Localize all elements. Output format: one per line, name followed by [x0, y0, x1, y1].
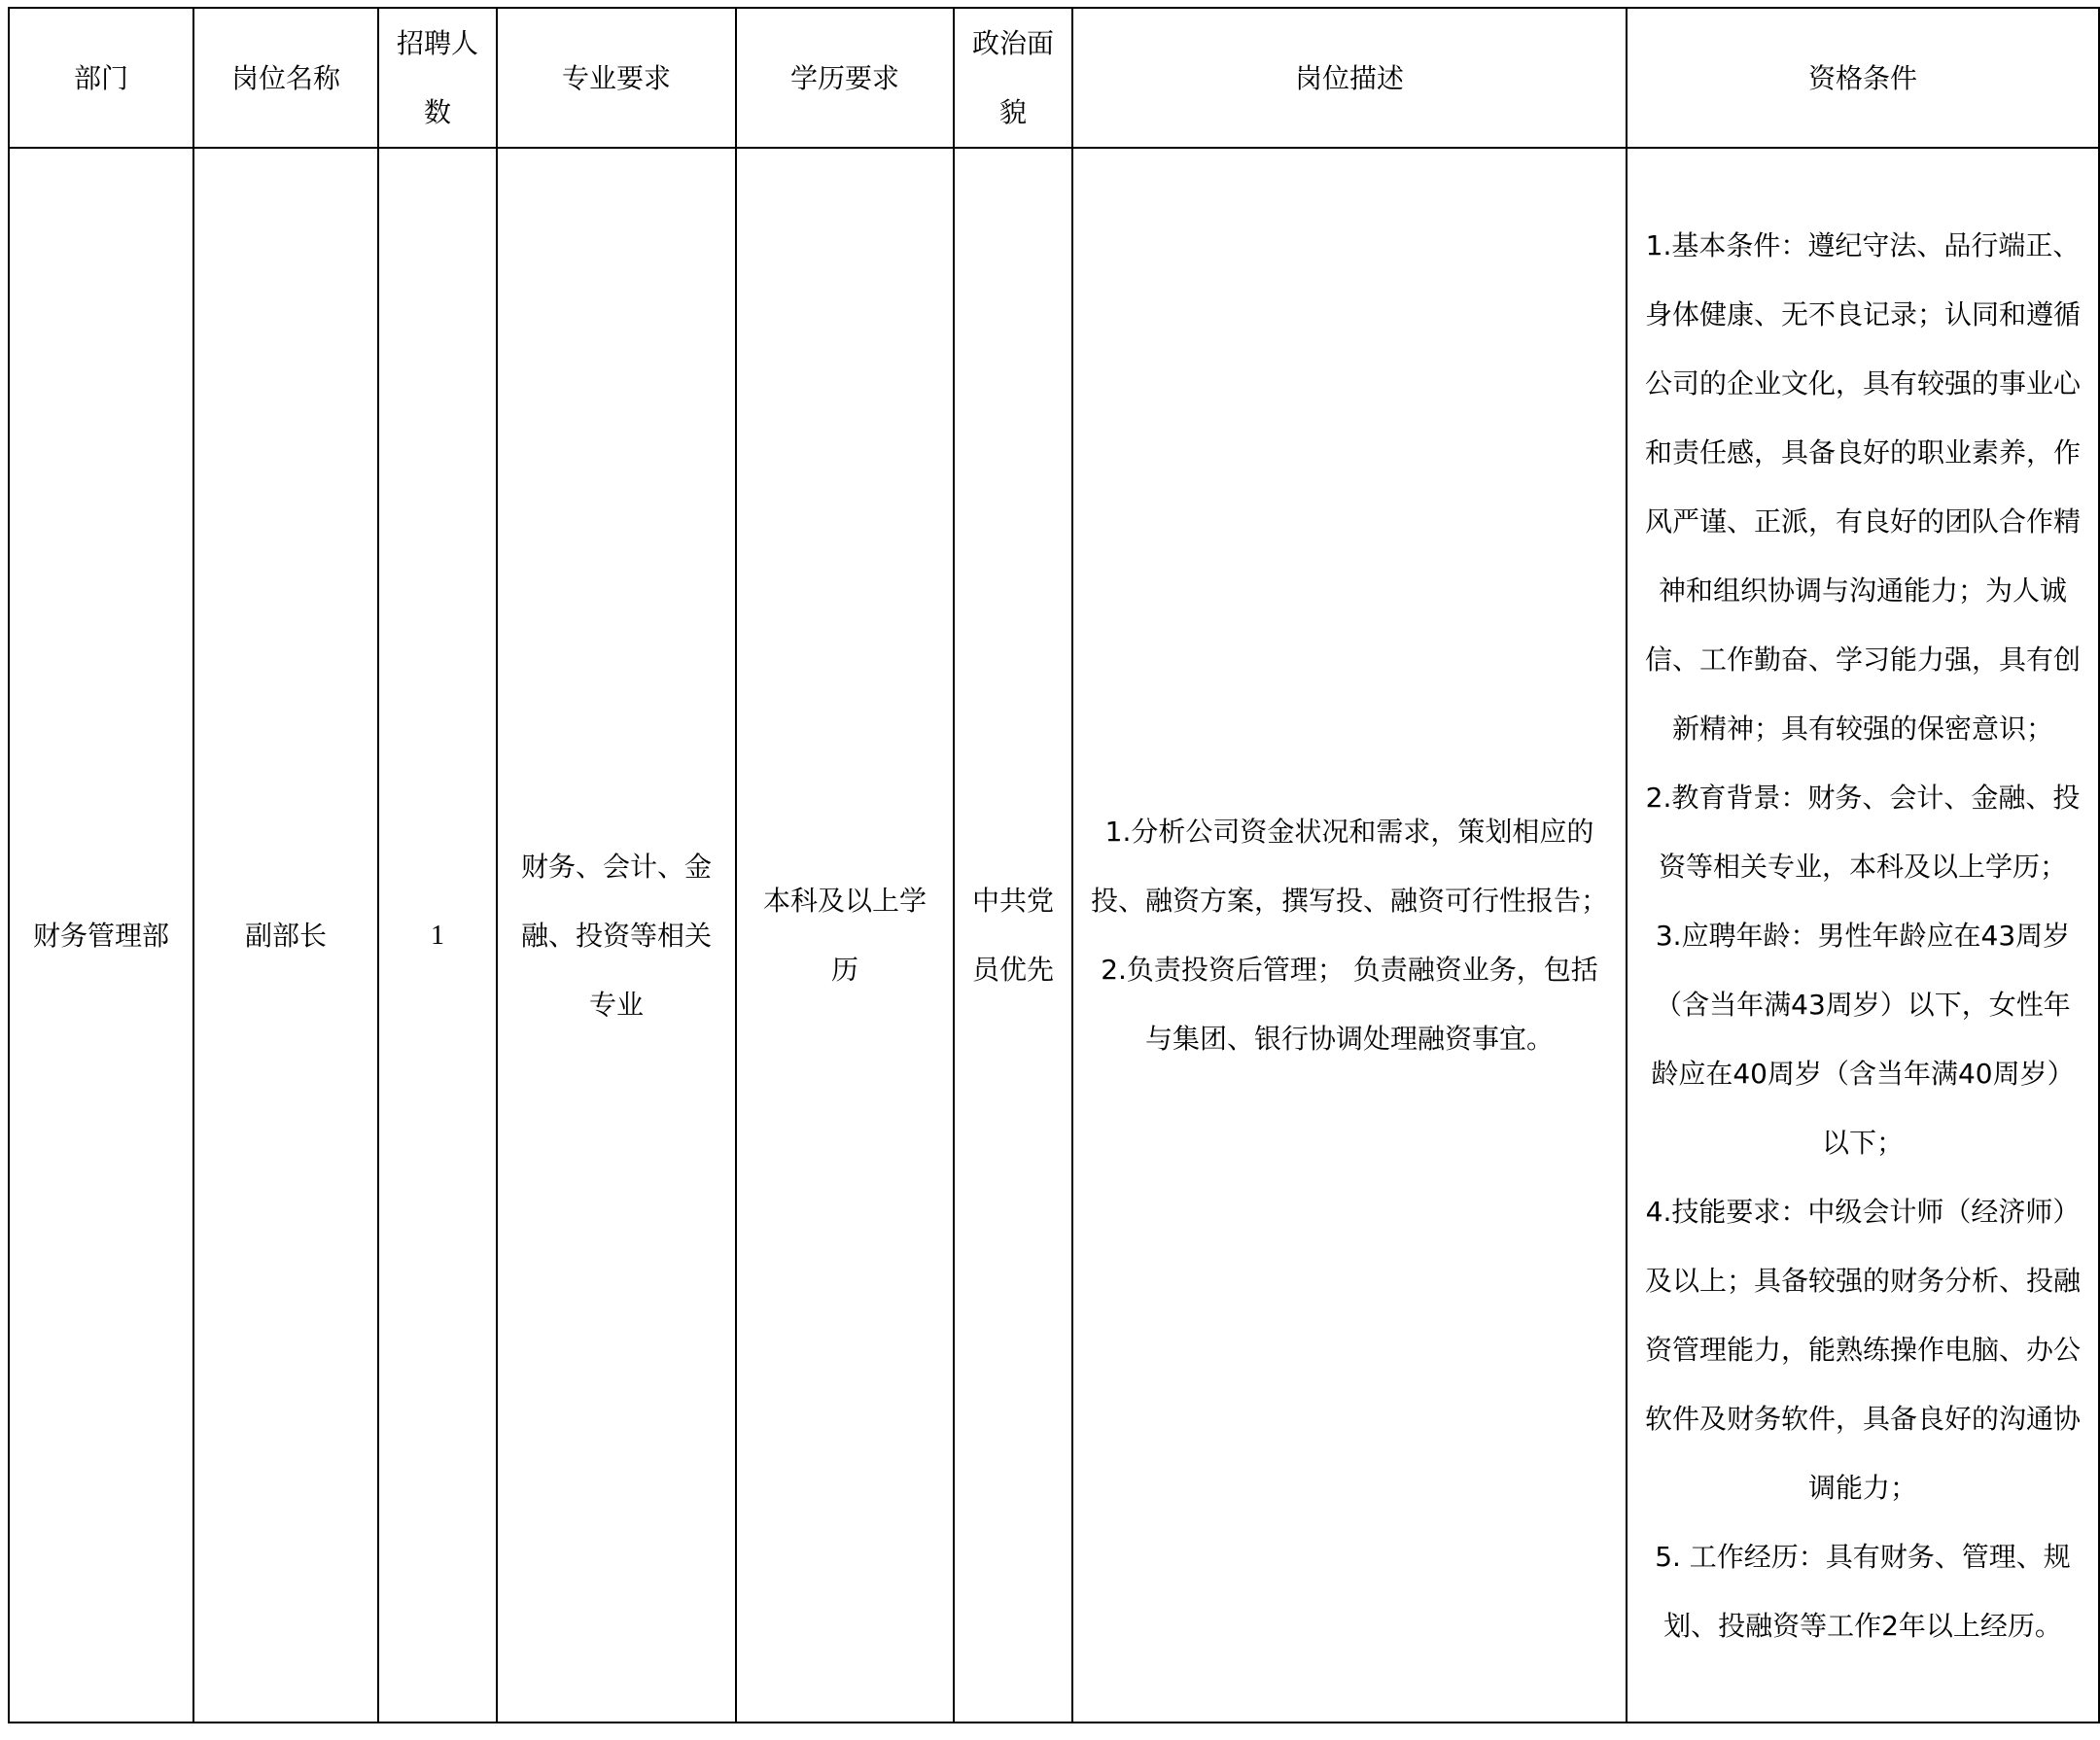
description-item: 2.负责投资后管理； 负责融资业务，包括与集团、银行协调处理融资事宜。 [1101, 954, 1598, 1055]
header-description: 岗位描述 [1072, 8, 1627, 148]
header-major: 专业要求 [497, 8, 736, 148]
qualification-item: 4.技能要求：中级会计师（经济师）及以上；具备较强的财务分析、投融资管理能力，能熟练操作电脑、办公软件及财务软件，具备良好的沟通协调能力； [1644, 1195, 2081, 1504]
table-row [9, 148, 2099, 1723]
cell-description [1072, 148, 1627, 1723]
qualification-item: 2.教育背景：财务、会计、金融、投资等相关专业，本科及以上学历； [1645, 781, 2081, 883]
header-education: 学历要求 [736, 8, 954, 148]
qualification-item: 1.基本条件：遵纪守法、品行端正、身体健康、无不良记录；认同和遵循公司的企业文化，具有较强的事业心和责任感，具备良好的职业素养，作风严谨、正派，有良好的团队合作精神和组织协调与沟通能力；为人诚信、工作勤奋、学习能力强，具有创新精神；具有较强的保密意识； [1644, 228, 2081, 745]
qualification-item: 5. 工作经历：具有财务、管理、规划、投融资等工作2年以上经历。 [1655, 1540, 2071, 1642]
cell-count: 1 [378, 148, 497, 1723]
header-row [9, 8, 2099, 148]
description-item: 1.分析公司资金状况和需求，策划相应的投、融资方案，撰写投、融资可行性报告； [1090, 816, 1608, 917]
header-count: 招聘人数 [378, 8, 497, 148]
cell-department: 财务管理部 [9, 148, 193, 1723]
recruitment-table [8, 7, 2100, 1723]
header-department: 部门 [9, 8, 193, 148]
cell-education: 本科及以上学历 [736, 148, 954, 1723]
header-qualifications: 资格条件 [1627, 8, 2099, 148]
cell-political: 中共党员优先 [954, 148, 1072, 1723]
cell-qualifications [1627, 148, 2099, 1723]
cell-major: 财务、会计、金融、投资等相关专业 [497, 148, 736, 1723]
header-position: 岗位名称 [193, 8, 378, 148]
header-political: 政治面貌 [954, 8, 1072, 148]
cell-position: 副部长 [193, 148, 378, 1723]
qualification-item: 3.应聘年龄：男性年龄应在43周岁（含当年满43周岁）以下，女性年龄应在40周岁（含当年满40周岁）以下； [1651, 919, 2075, 1159]
